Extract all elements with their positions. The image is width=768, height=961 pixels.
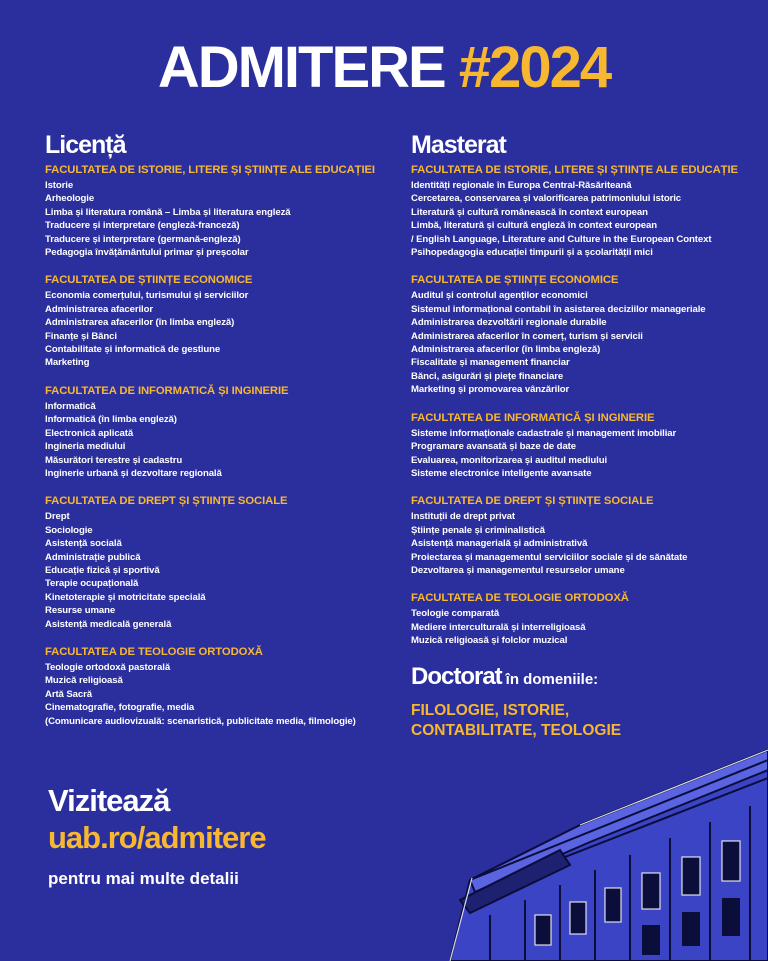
visit-url-link[interactable]: uab.ro/admitere [48, 820, 266, 855]
masterat-column [411, 132, 761, 741]
faculty-name: FACULTATEA DE INFORMATICĂ ȘI INGINERIE [411, 411, 655, 424]
program-item: Arheologie [45, 193, 95, 205]
program-item: Identități regionale în Europa Central-Răsăriteană [411, 180, 632, 191]
program-item: Asistență medicală generală [45, 618, 172, 630]
faculty-name: FACULTATEA DE DREPT ȘI ȘTIINȚE SOCIALE [411, 495, 654, 508]
program-item: Informatică (în limba engleză) [45, 414, 177, 426]
doctorat-title: Doctorat [411, 662, 502, 690]
faculty-section [411, 591, 761, 647]
program-item: Traducere și interpretare (germană-engleză) [45, 233, 241, 245]
program-item: Drept [45, 511, 70, 523]
program-item: Administrarea dezvoltării regionale durabile [411, 317, 607, 329]
program-item: Pedagogia învățământului primar și preșcolar [45, 247, 249, 259]
faculty-name: FACULTATEA DE INFORMATICĂ ȘI INGINERIE [45, 384, 289, 397]
faculty-name: FACULTATEA DE DREPT ȘI ȘTIINȚE SOCIALE [45, 495, 288, 508]
faculty-section [45, 384, 395, 480]
title-main: ADMITERE [157, 35, 445, 100]
faculty-name: FACULTATEA DE ȘTIINȚE ECONOMICE [411, 274, 619, 287]
program-item: Muzică religioasă [45, 675, 123, 687]
title-year: #2024 [458, 35, 611, 100]
program-item: Muzică religioasă și folclor muzical [411, 635, 568, 647]
program-item: Administrarea afacerilor (în limba engleză) [411, 344, 601, 356]
program-item: Informatică [45, 400, 96, 412]
poster-title [0, 35, 768, 100]
program-item: Cercetarea, conservarea și valorificarea patrimoniului istoric [411, 193, 682, 205]
masterat-faculty-list [411, 163, 761, 648]
doctorat-heading [411, 662, 761, 695]
faculty-section [45, 645, 395, 728]
program-item: Programare avansată și baze de date [411, 441, 577, 453]
faculty-section [411, 494, 761, 577]
licenta-faculty-list [45, 163, 395, 728]
program-item: Marketing [45, 357, 90, 369]
faculty-name: FACULTATEA DE ȘTIINȚE ECONOMICE [45, 274, 253, 287]
program-item: Literatură și cultură românească în context european [411, 206, 648, 218]
program-item: Sociologie [45, 524, 93, 536]
program-item: Psihopedagogia educației timpurii și a școlarității mici [411, 247, 653, 259]
program-item: Educație fizică și sportivă [45, 564, 160, 576]
masterat-title: Masterat [411, 131, 506, 159]
doctorat-domains-line1: FILOLOGIE, ISTORIE, [411, 701, 570, 719]
program-item: Sistemul informațional contabil în asistarea deciziilor manageriale [411, 303, 706, 315]
visit-title: Vizitează [48, 783, 170, 818]
program-item: / English Language, Literature and Culture in the European Context [411, 233, 712, 245]
program-item: Administrație publică [45, 551, 141, 563]
program-item: Ingineria mediului [45, 441, 126, 453]
program-item: Teologie comparată [411, 608, 500, 620]
faculty-name: FACULTATEA DE TEOLOGIE ORTODOXĂ [45, 645, 263, 658]
faculty-section [411, 163, 761, 259]
faculty-section [411, 273, 761, 396]
program-item: Măsurători terestre și cadastru [45, 454, 183, 466]
program-item: Evaluarea, monitorizarea și auditul mediului [411, 454, 608, 466]
visit-subtitle: pentru mai multe detalii [48, 869, 239, 888]
university-building-illustration [430, 730, 768, 961]
program-item: Finanțe și Bănci [45, 330, 117, 342]
faculty-section [45, 494, 395, 631]
program-item: Artă Sacră [45, 688, 92, 700]
doctorat-subtitle: în domeniile: [505, 670, 599, 688]
faculty-name: FACULTATEA DE TEOLOGIE ORTODOXĂ [411, 592, 629, 605]
faculty-name: FACULTATEA DE ISTORIE, LITERE ȘI ȘTIINȚE ALE EDUCAȚIEI [45, 164, 375, 176]
program-item: Științe penale și criminalistică [411, 524, 545, 536]
program-item: Teologie ortodoxă pastorală [45, 661, 171, 673]
program-item: Cinematografie, fotografie, media [45, 702, 195, 714]
program-item: Sisteme informaționale cadastrale și management imobiliar [411, 427, 677, 439]
program-item: Marketing și promovarea vânzărilor [411, 384, 570, 396]
program-item: Administrarea afacerilor în comerț, turism și servicii [411, 330, 643, 342]
program-item: Fiscalitate și management financiar [411, 357, 570, 369]
program-item: Resurse umane [45, 605, 116, 617]
licenta-title: Licență [45, 131, 126, 159]
program-item: (Comunicare audiovizuală: scenaristică, publicitate media, filmologie) [45, 715, 356, 727]
program-item: Dezvoltarea și managementul resurselor umane [411, 564, 625, 576]
program-item: Contabilitate și informatică de gestiune [45, 344, 221, 356]
program-item: Terapie ocupațională [45, 578, 139, 590]
doctorat-domains-line2: CONTABILITATE, TEOLOGIE [411, 721, 622, 739]
faculty-section [45, 273, 395, 369]
program-item: Mediere interculturală și interreligioasă [411, 621, 586, 633]
faculty-section [411, 411, 761, 481]
program-item: Traducere și interpretare (engleză-franceză) [45, 220, 240, 232]
program-item: Economia comerțului, turismului și serviciilor [45, 290, 249, 302]
licenta-column [45, 132, 395, 742]
program-item: Limbă, literatură și cultură engleză în context european [411, 220, 658, 232]
program-item: Sisteme electronice inteligente avansate [411, 467, 592, 479]
program-item: Asistență socială [45, 538, 122, 550]
faculty-section [45, 163, 395, 259]
program-item: Istorie [45, 180, 74, 191]
program-item: Electronică aplicată [45, 427, 134, 439]
program-item: Instituții de drept privat [411, 511, 516, 523]
program-item: Bănci, asigurări și piețe financiare [411, 370, 564, 382]
program-item: Kinetoterapie și motricitate specială [45, 591, 206, 603]
program-item: Auditul și controlul agenților economici [411, 290, 588, 302]
program-item: Inginerie urbană și dezvoltare regională [45, 467, 222, 479]
visit-block [48, 782, 378, 890]
program-item: Proiectarea și managementul serviciilor sociale și de sănătate [411, 551, 688, 563]
program-item: Administrarea afacerilor [45, 303, 153, 315]
program-item: Asistență managerială și administrativă [411, 538, 588, 550]
program-item: Limba și literatura română – Limba și literatura engleză [45, 206, 291, 218]
faculty-name: FACULTATEA DE ISTORIE, LITERE ȘI ȘTIINȚE ALE EDUCAȚIE [411, 164, 738, 176]
program-item: Administrarea afacerilor (în limba engleză) [45, 317, 235, 329]
